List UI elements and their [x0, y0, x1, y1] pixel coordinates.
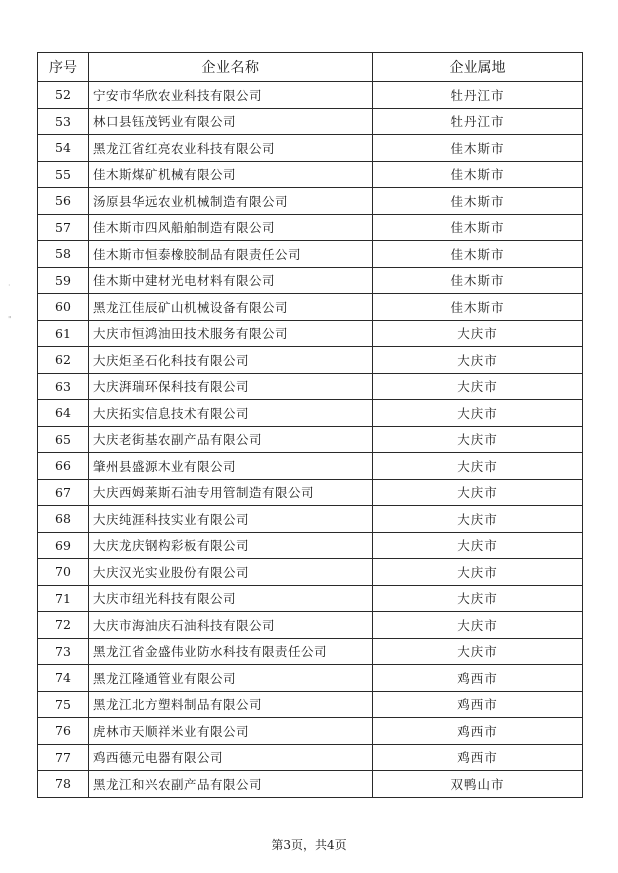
row-serial-number: 54 — [38, 135, 89, 162]
row-enterprise-name: 佳木斯市四风船舶制造有限公司 — [89, 214, 373, 241]
table-row — [38, 506, 583, 533]
row-serial-number: 61 — [38, 320, 89, 347]
header-serial-number: 序号 — [38, 53, 89, 82]
row-serial-number: 64 — [38, 400, 89, 427]
table-row — [38, 188, 583, 215]
row-enterprise-name: 大庆市海油庆石油科技有限公司 — [89, 612, 373, 639]
row-enterprise-name: 大庆炬圣石化科技有限公司 — [89, 347, 373, 374]
table-body — [38, 82, 583, 798]
row-enterprise-location: 大庆市 — [373, 585, 583, 612]
row-enterprise-name: 虎林市天顺祥米业有限公司 — [89, 718, 373, 745]
table-row — [38, 771, 583, 798]
margin-mark-a: · — [8, 281, 11, 290]
row-enterprise-name: 黑龙江省红亮农业科技有限公司 — [89, 135, 373, 162]
row-enterprise-location: 大庆市 — [373, 453, 583, 480]
page-footer: 第3页，共4页 — [271, 838, 347, 852]
table-row — [38, 214, 583, 241]
row-serial-number: 60 — [38, 294, 89, 321]
row-enterprise-location: 大庆市 — [373, 426, 583, 453]
row-enterprise-name: 林口县钰茂钙业有限公司 — [89, 108, 373, 135]
margin-marks — [8, 282, 12, 324]
row-enterprise-location: 大庆市 — [373, 479, 583, 506]
table-row — [38, 559, 583, 586]
table-row — [38, 612, 583, 639]
row-enterprise-name: 大庆湃瑞环保科技有限公司 — [89, 373, 373, 400]
row-serial-number: 74 — [38, 665, 89, 692]
row-serial-number: 73 — [38, 638, 89, 665]
row-enterprise-name: 佳木斯中建材光电材料有限公司 — [89, 267, 373, 294]
table-row — [38, 82, 583, 109]
row-enterprise-name: 大庆老街基农副产品有限公司 — [89, 426, 373, 453]
table-row — [38, 585, 583, 612]
row-enterprise-name: 鸡西德元电器有限公司 — [89, 744, 373, 771]
table-row — [38, 665, 583, 692]
row-enterprise-location: 鸡西市 — [373, 665, 583, 692]
row-serial-number: 65 — [38, 426, 89, 453]
row-enterprise-name: 大庆拓实信息技术有限公司 — [89, 400, 373, 427]
row-enterprise-location: 佳木斯市 — [373, 267, 583, 294]
row-serial-number: 53 — [38, 108, 89, 135]
table-row — [38, 347, 583, 374]
row-enterprise-location: 佳木斯市 — [373, 188, 583, 215]
margin-mark-b: " — [8, 315, 12, 324]
row-enterprise-name: 大庆龙庆钢构彩板有限公司 — [89, 532, 373, 559]
row-enterprise-name: 黑龙江省金盛伟业防水科技有限责任公司 — [89, 638, 373, 665]
table-row — [38, 241, 583, 268]
row-serial-number: 57 — [38, 214, 89, 241]
table-row — [38, 638, 583, 665]
table-row — [38, 691, 583, 718]
row-serial-number: 63 — [38, 373, 89, 400]
row-serial-number: 58 — [38, 241, 89, 268]
row-enterprise-location: 鸡西市 — [373, 718, 583, 745]
row-serial-number: 56 — [38, 188, 89, 215]
table-row — [38, 400, 583, 427]
table-row — [38, 267, 583, 294]
table-row — [38, 718, 583, 745]
row-serial-number: 76 — [38, 718, 89, 745]
table-row — [38, 532, 583, 559]
row-enterprise-location: 大庆市 — [373, 400, 583, 427]
row-enterprise-name: 肇州县盛源木业有限公司 — [89, 453, 373, 480]
row-serial-number: 69 — [38, 532, 89, 559]
row-serial-number: 67 — [38, 479, 89, 506]
row-enterprise-name: 大庆市纽光科技有限公司 — [89, 585, 373, 612]
row-enterprise-name: 佳木斯煤矿机械有限公司 — [89, 161, 373, 188]
row-enterprise-name: 大庆西姆莱斯石油专用管制造有限公司 — [89, 479, 373, 506]
row-serial-number: 70 — [38, 559, 89, 586]
row-serial-number: 62 — [38, 347, 89, 374]
row-enterprise-location: 大庆市 — [373, 612, 583, 639]
row-enterprise-location: 牡丹江市 — [373, 82, 583, 109]
row-enterprise-location: 佳木斯市 — [373, 161, 583, 188]
row-enterprise-name: 黑龙江隆通管业有限公司 — [89, 665, 373, 692]
row-serial-number: 71 — [38, 585, 89, 612]
table-row — [38, 479, 583, 506]
table-row — [38, 161, 583, 188]
row-enterprise-location: 牡丹江市 — [373, 108, 583, 135]
table-header-row — [38, 53, 583, 82]
row-enterprise-name: 黑龙江北方塑料制品有限公司 — [89, 691, 373, 718]
row-enterprise-location: 双鸭山市 — [373, 771, 583, 798]
row-serial-number: 75 — [38, 691, 89, 718]
row-enterprise-location: 佳木斯市 — [373, 214, 583, 241]
row-enterprise-location: 大庆市 — [373, 532, 583, 559]
header-enterprise-location: 企业属地 — [373, 53, 583, 82]
table-row — [38, 426, 583, 453]
table-row — [38, 373, 583, 400]
row-serial-number: 72 — [38, 612, 89, 639]
row-enterprise-location: 鸡西市 — [373, 691, 583, 718]
row-serial-number: 77 — [38, 744, 89, 771]
row-enterprise-name: 佳木斯市恒泰橡胶制品有限责任公司 — [89, 241, 373, 268]
table-row — [38, 294, 583, 321]
row-enterprise-name: 大庆汉光实业股份有限公司 — [89, 559, 373, 586]
row-serial-number: 68 — [38, 506, 89, 533]
row-enterprise-name: 大庆纯涯科技实业有限公司 — [89, 506, 373, 533]
row-enterprise-name: 大庆市恒鸿油田技术服务有限公司 — [89, 320, 373, 347]
table-row — [38, 108, 583, 135]
row-enterprise-name: 黑龙江和兴农副产品有限公司 — [89, 771, 373, 798]
row-enterprise-location: 大庆市 — [373, 320, 583, 347]
row-enterprise-location: 佳木斯市 — [373, 135, 583, 162]
row-enterprise-name: 黑龙江佳辰矿山机械设备有限公司 — [89, 294, 373, 321]
row-enterprise-location: 大庆市 — [373, 347, 583, 374]
row-serial-number: 66 — [38, 453, 89, 480]
row-serial-number: 55 — [38, 161, 89, 188]
header-enterprise-name: 企业名称 — [89, 53, 373, 82]
row-enterprise-name: 汤原县华远农业机械制造有限公司 — [89, 188, 373, 215]
row-serial-number: 59 — [38, 267, 89, 294]
row-enterprise-location: 佳木斯市 — [373, 241, 583, 268]
row-enterprise-location: 佳木斯市 — [373, 294, 583, 321]
table-row — [38, 135, 583, 162]
table-row — [38, 320, 583, 347]
enterprise-table — [37, 52, 583, 798]
row-enterprise-location: 大庆市 — [373, 373, 583, 400]
row-enterprise-location: 大庆市 — [373, 506, 583, 533]
row-enterprise-location: 大庆市 — [373, 559, 583, 586]
row-serial-number: 78 — [38, 771, 89, 798]
row-enterprise-name: 宁安市华欣农业科技有限公司 — [89, 82, 373, 109]
table-row — [38, 453, 583, 480]
table-row — [38, 744, 583, 771]
row-serial-number: 52 — [38, 82, 89, 109]
row-enterprise-location: 鸡西市 — [373, 744, 583, 771]
row-enterprise-location: 大庆市 — [373, 638, 583, 665]
